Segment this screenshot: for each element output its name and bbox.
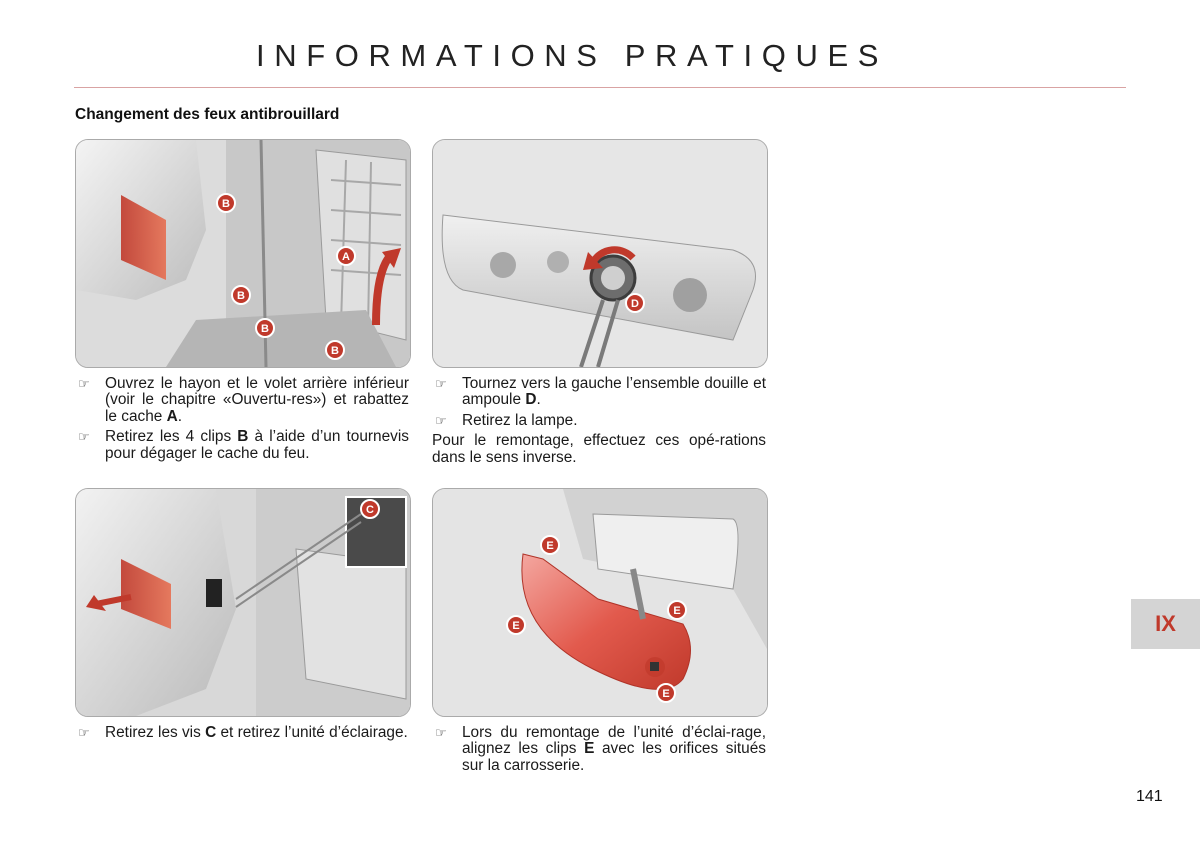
- pointing-hand-icon: ☞: [435, 376, 447, 391]
- label-e-4: E: [662, 688, 670, 700]
- bullet-item: ☞ Ouvrez le hayon et le volet arrière inférieur (voir le chapitre «Ouvertu-res») et rabattez le cache A.: [78, 375, 409, 425]
- pointing-hand-icon: ☞: [78, 725, 90, 740]
- label-e-2: E: [673, 605, 681, 617]
- photo-bulb-holder: [432, 139, 768, 368]
- instructions-step-2: [432, 376, 766, 466]
- label-c: C: [366, 504, 374, 516]
- pointing-hand-icon: ☞: [78, 376, 90, 391]
- illustration-bulb-holder: [433, 140, 767, 367]
- instructions-step-3: [75, 725, 409, 745]
- label-b-3: B: [261, 323, 269, 335]
- label-e-3: E: [512, 620, 520, 632]
- label-b-4: B: [331, 345, 339, 357]
- label-b-1: B: [222, 198, 230, 210]
- illustration-tailgate-clips: [76, 140, 410, 367]
- illustration-lighting-unit: [433, 489, 767, 716]
- photo-open-tailgate: [75, 139, 411, 368]
- photo-refit-unit: [432, 488, 768, 717]
- chapter-tab: IX: [1131, 599, 1200, 649]
- label-b-2: B: [237, 290, 245, 302]
- section-title: Changement des feux antibrouillard: [75, 106, 340, 123]
- bullet-item: ☞ Tournez vers la gauche l’ensemble douille et ampoule D.: [435, 375, 766, 409]
- bullet-item: ☞ Retirez les vis C et retirez l’unité d’éclairage.: [78, 724, 408, 741]
- label-a: A: [342, 251, 350, 263]
- bullet-item: ☞ Lors du remontage de l’unité d’éclai-rage, alignez les clips E avec les orifices situés sur la carrosserie.: [435, 724, 766, 774]
- page-number: 141: [1136, 788, 1163, 805]
- title-rule: [74, 87, 1126, 88]
- label-e-1: E: [546, 540, 554, 552]
- pointing-hand-icon: ☞: [435, 725, 447, 740]
- page-title: INFORMATIONS PRATIQUES: [256, 38, 889, 73]
- pointing-hand-icon: ☞: [78, 429, 90, 445]
- pointing-hand-icon: ☞: [435, 412, 447, 428]
- bullet-item: ☞ Retirez la lampe.: [435, 411, 578, 429]
- instructions-step-4: [432, 725, 766, 778]
- photo-remove-screw: [75, 488, 411, 717]
- bullet-item: ☞ Retirez les 4 clips B à l’aide d’un tournevis pour dégager le cache du feu.: [78, 428, 409, 462]
- label-d: D: [631, 298, 639, 310]
- instructions-step-1: [75, 376, 409, 466]
- illustration-screw-removal: [76, 489, 410, 716]
- reassembly-note: Pour le remontage, effectuez ces opé-rations dans le sens inverse.: [432, 432, 766, 466]
